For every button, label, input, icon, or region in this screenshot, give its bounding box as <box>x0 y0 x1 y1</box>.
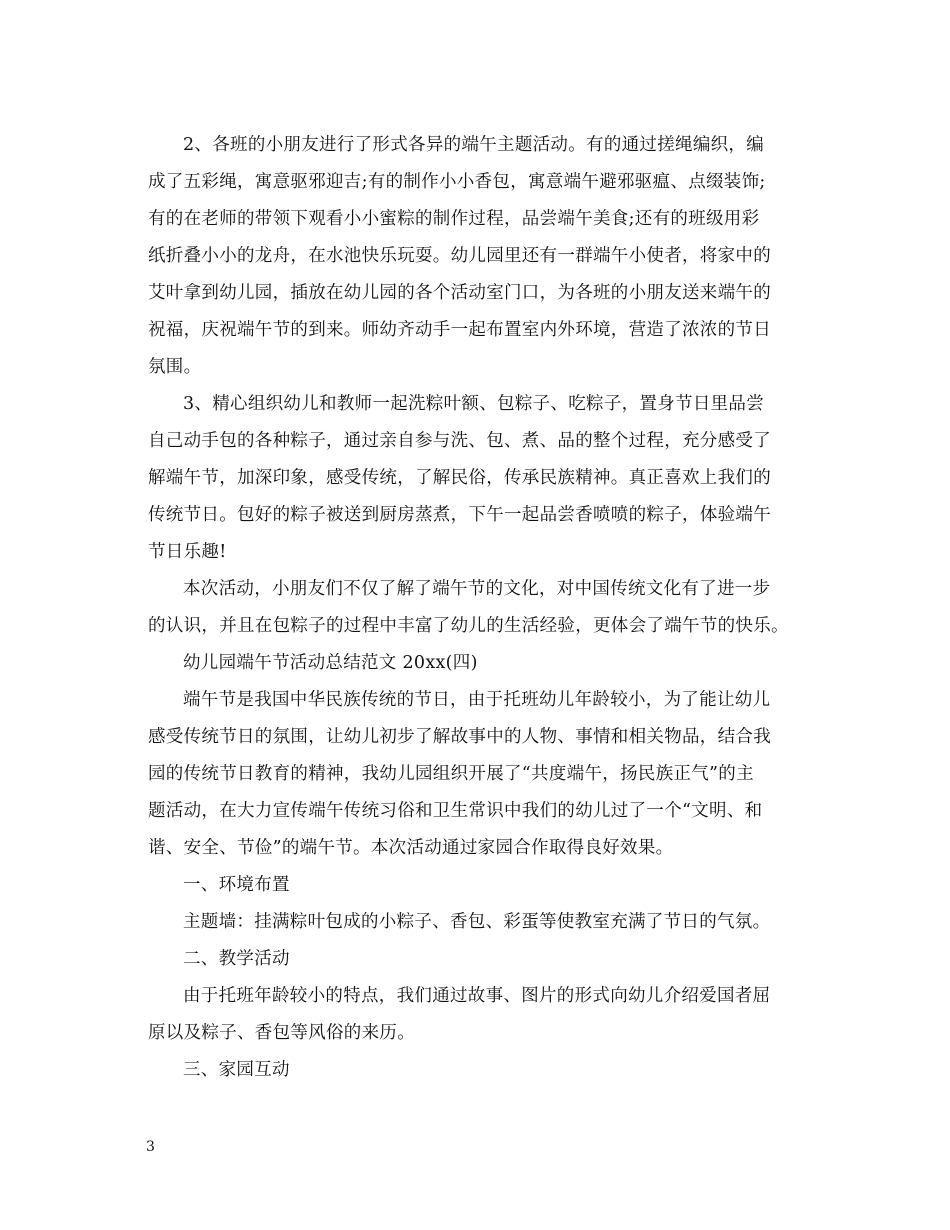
paragraph-line: 祝福，庆祝端午节的到来。师幼齐动手一起布置室内外环境，营造了浓浓的节日 <box>148 320 771 340</box>
paragraph-line: 园的传统节日教育的精神，我幼儿园组织开展了“共度端午，扬民族正气”的主 <box>148 764 754 784</box>
paragraph-line: 原以及粽子、香包等风俗的来历。 <box>148 1023 415 1043</box>
section-heading: 一、环境布置 <box>183 875 290 895</box>
paragraph-line: 感受传统节日的氛围，让幼儿初步了解故事中的人物、事情和相关物品，结合我 <box>148 727 771 747</box>
paragraph-line: 解端午节，加深印象，感受传统，了解民俗，传承民族精神。真正喜欢上我们的 <box>148 468 771 488</box>
paragraph-line: 纸折叠小小的龙舟，在水池快乐玩耍。幼儿园里还有一群端午小使者，将家中的 <box>148 246 771 266</box>
paragraph-line: 节日乐趣! <box>148 542 227 562</box>
paragraph-line: 的认识，并且在包粽子的过程中丰富了幼儿的生活经验，更体会了端午节的快乐。 <box>148 616 789 636</box>
paragraph-line: 谐、安全、节俭”的端午节。本次活动通过家园合作取得良好效果。 <box>148 838 674 858</box>
paragraph-line: 本次活动，小朋友们不仅了解了端午节的文化，对中国传统文化有了进一步 <box>183 579 771 599</box>
paragraph-line: 2、各班的小朋友进行了形式各异的端午主题活动。有的通过搓绳编织，编 <box>183 135 765 155</box>
section-title: 幼儿园端午节活动总结范文 20xx(四) <box>183 653 478 673</box>
paragraph-line: 3、精心组织幼儿和教师一起洗粽叶额、包粽子、吃粽子，置身节日里品尝 <box>183 394 765 414</box>
paragraph-line: 氛围。 <box>148 357 202 377</box>
paragraph-line: 自己动手包的各种粽子，通过亲自参与洗、包、煮、品的整个过程，充分感受了 <box>148 431 771 451</box>
section-heading: 三、家园互动 <box>183 1060 290 1080</box>
paragraph-line: 成了五彩绳，寓意驱邪迎吉;有的制作小小香包，寓意端午避邪驱瘟、点缀装饰; <box>148 172 766 192</box>
paragraph-line: 题活动，在大力宣传端午传统习俗和卫生常识中我们的幼儿过了一个“文明、和 <box>148 801 763 821</box>
paragraph-line: 艾叶拿到幼儿园，插放在幼儿园的各个活动室门口，为各班的小朋友送来端午的 <box>148 283 771 303</box>
paragraph-line: 传统节日。包好的粽子被送到厨房蒸煮，下午一起品尝香喷喷的粽子，体验端午 <box>148 505 771 525</box>
page-number: 3 <box>146 1139 155 1155</box>
paragraph-line: 由于托班年龄较小的特点，我们通过故事、图片的形式向幼儿介绍爱国者屈 <box>183 986 771 1006</box>
paragraph-line: 端午节是我国中华民族传统的节日，由于托班幼儿年龄较小，为了能让幼儿 <box>183 690 771 710</box>
paragraph-line: 有的在老师的带领下观看小小蜜粽的制作过程，品尝端午美食;还有的班级用彩 <box>148 209 760 229</box>
section-heading: 二、教学活动 <box>183 949 290 969</box>
paragraph-line: 主题墙：挂满粽叶包成的小粽子、香包、彩蛋等使教室充满了节日的气氛。 <box>183 912 771 932</box>
